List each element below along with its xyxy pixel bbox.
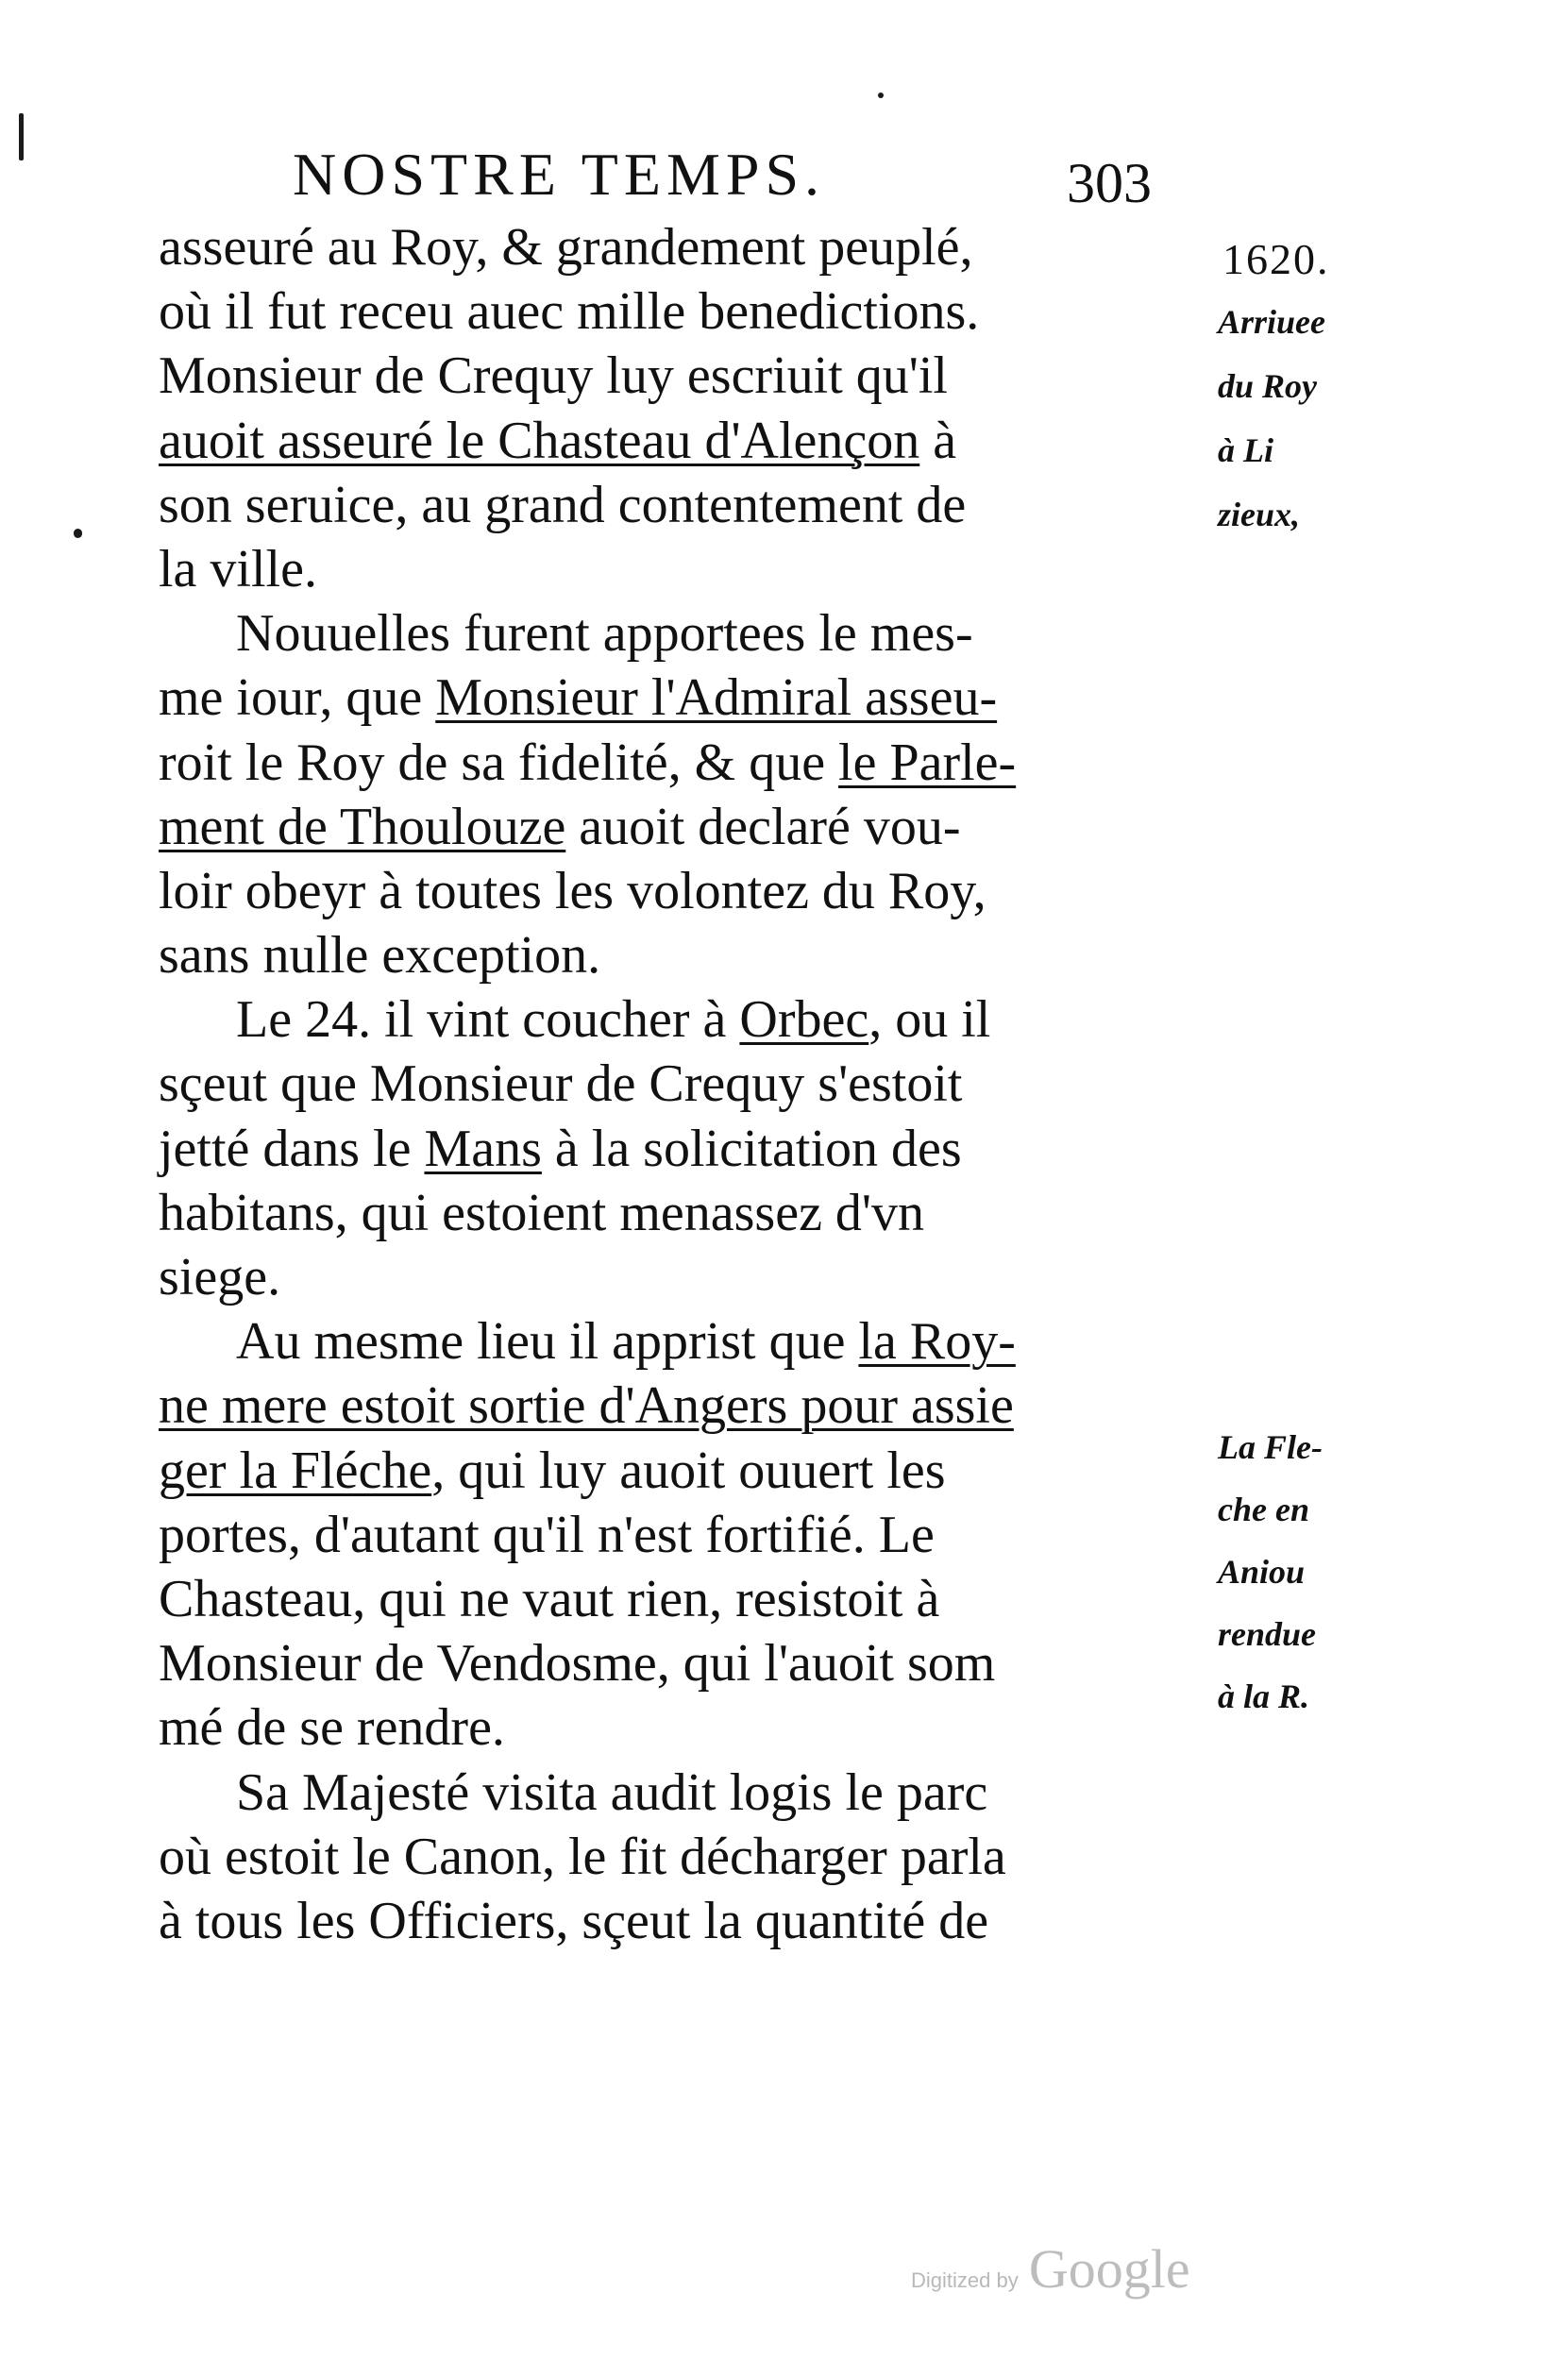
text-line: Monsieur de Vendosme, qui l'auoit som — [159, 1634, 996, 1694]
margin-note-line: zieux, — [1218, 496, 1301, 533]
text-segment: , ou il — [868, 990, 991, 1050]
text-segment: , qui luy auoit ouuert les — [431, 1441, 946, 1500]
text-segment: Le 24. il vint coucher à — [236, 990, 740, 1050]
margin-year: 1620. — [1222, 235, 1330, 283]
text-line: Nouuelles furent apportees le mes- — [236, 604, 973, 664]
margin-note-line: che en — [1218, 1491, 1309, 1528]
underlined-phrase: Orbec — [739, 990, 869, 1050]
text-segment: roit le Roy de sa fidelité, & que — [159, 733, 839, 792]
text-line: la ville. — [159, 539, 317, 598]
body-text — [159, 215, 1197, 1953]
text-segment: me iour, que — [159, 668, 436, 728]
underlined-phrase: Mans — [424, 1119, 542, 1178]
underlined-phrase: ment de Thoulouze — [159, 797, 566, 856]
underlined-phrase: ger la Fléche — [159, 1441, 432, 1500]
text-line — [159, 666, 1197, 730]
text-line — [159, 1439, 1197, 1503]
text-segment: à — [919, 411, 957, 470]
text-segment: à la solicitation des — [541, 1119, 962, 1178]
watermark-digitized-label: Digitized by — [911, 2268, 1019, 2292]
text-line: son seruice, au grand contentement de — [159, 475, 967, 534]
text-line: à tous les Officiers, sçeut la quantité de — [159, 1891, 989, 1950]
text-line: habitans, qui estoient menassez d'vn — [159, 1183, 925, 1242]
text-line: sans nulle exception. — [159, 926, 601, 986]
text-line: Chasteau, qui ne vaut rien, resistoit à — [159, 1569, 940, 1628]
text-line: loir obeyr à toutes les volontez du Roy, — [159, 861, 986, 920]
text-line: mé de se rendre. — [159, 1698, 505, 1758]
margin-note-line: La Fle- — [1218, 1428, 1323, 1466]
underlined-phrase: la Roy- — [858, 1312, 1016, 1372]
text-line: où il fut receu auec mille benedictions. — [159, 282, 980, 342]
running-title: NOSTRE TEMPS. — [293, 141, 826, 208]
scan-speck — [19, 113, 24, 160]
text-line — [159, 409, 1197, 473]
text-line — [159, 1374, 1197, 1438]
margin-note-line: Aniou — [1218, 1553, 1306, 1591]
scan-speck — [74, 529, 82, 538]
text-line — [159, 795, 1197, 859]
text-line: où estoit le Canon, le fit décharger parla — [159, 1827, 1006, 1886]
text-line — [159, 731, 1197, 795]
text-line: asseuré au Roy, & grandement peuplé, — [159, 218, 973, 277]
margin-note-line: Arriuee — [1218, 303, 1326, 341]
text-segment: Au mesme lieu il apprist que — [236, 1312, 859, 1372]
margin-note-line: à Li — [1218, 431, 1273, 469]
underlined-phrase: Monsieur l'Admiral asseu- — [435, 668, 998, 728]
margin-note-line: rendue — [1218, 1615, 1317, 1653]
text-line — [159, 987, 1197, 1052]
text-line: portes, d'autant qu'il n'est fortifié. Le — [159, 1505, 935, 1564]
text-segment: jetté dans le — [159, 1119, 425, 1178]
text-line — [159, 1117, 1197, 1181]
underlined-phrase: le Parle- — [838, 733, 1017, 792]
text-line: siege. — [159, 1248, 281, 1306]
margin-note-line: à la R. — [1218, 1677, 1310, 1715]
underlined-phrase: ne mere estoit sortie d'Angers pour assie — [159, 1376, 1014, 1436]
text-line: sçeut que Monsieur de Crequy s'estoit — [159, 1054, 963, 1114]
text-segment: auoit declaré vou- — [565, 797, 961, 856]
page-number: 303 — [1067, 152, 1152, 214]
text-line: Monsieur de Crequy luy escriuit qu'il — [159, 346, 948, 406]
margin-note-line: du Roy — [1218, 367, 1318, 405]
underlined-phrase: auoit asseuré le Chasteau d'Alençon — [159, 411, 920, 470]
digitized-by-google-watermark — [911, 2237, 1190, 2301]
text-line — [159, 1309, 1197, 1374]
scan-speck — [878, 93, 884, 98]
watermark-brand: Google — [1028, 2238, 1190, 2300]
text-line: Sa Majesté visita audit logis le parc — [236, 1762, 988, 1822]
